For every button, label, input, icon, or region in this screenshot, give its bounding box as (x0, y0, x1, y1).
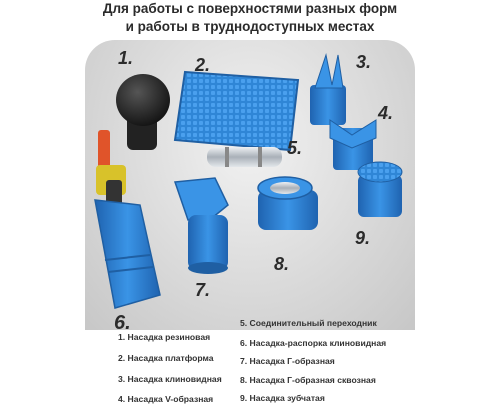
rubber-tip (116, 74, 170, 150)
label-4: 4. (378, 103, 394, 123)
label-8: 8. (274, 254, 290, 274)
l-tip (175, 178, 228, 274)
legend-item-1: 1. Насадка резиновая (118, 332, 211, 342)
label-7: 7. (195, 280, 211, 300)
wedge-tip (310, 55, 346, 125)
v-tip (330, 120, 376, 170)
l-through-tip (258, 177, 318, 230)
toothed-tip (358, 162, 402, 217)
label-5: 5. (287, 138, 303, 158)
label-6: 6. (114, 312, 131, 334)
wedge-spreader (95, 130, 160, 308)
header-line-2: и работы в труднодоступных местах (125, 19, 375, 34)
legend-item-4: 4. Насадка V-образная (118, 394, 214, 404)
legend-item-3: 3. Насадка клиновидная (118, 374, 222, 384)
legend (0, 314, 500, 404)
legend-item-8: 8. Насадка Г-образная сквозная (240, 375, 376, 385)
legend-item-9: 9. Насадка зубчатая (240, 393, 325, 403)
label-3: 3. (356, 52, 372, 72)
connector (207, 147, 282, 167)
legend-item-7: 7. Насадка Г-образная (240, 356, 335, 366)
platform-tip (175, 72, 298, 150)
label-1: 1. (118, 48, 134, 68)
legend-item-6: 6. Насадка-распорка клиновидная (240, 338, 387, 348)
legend-item-2: 2. Насадка платформа (118, 353, 214, 363)
label-2: 2. (195, 55, 211, 75)
legend-item-5: 5. Соединительный переходник (240, 318, 377, 328)
header-line-1: Для работы с поверхностями разных форм (102, 1, 398, 16)
label-9: 9. (355, 228, 371, 248)
